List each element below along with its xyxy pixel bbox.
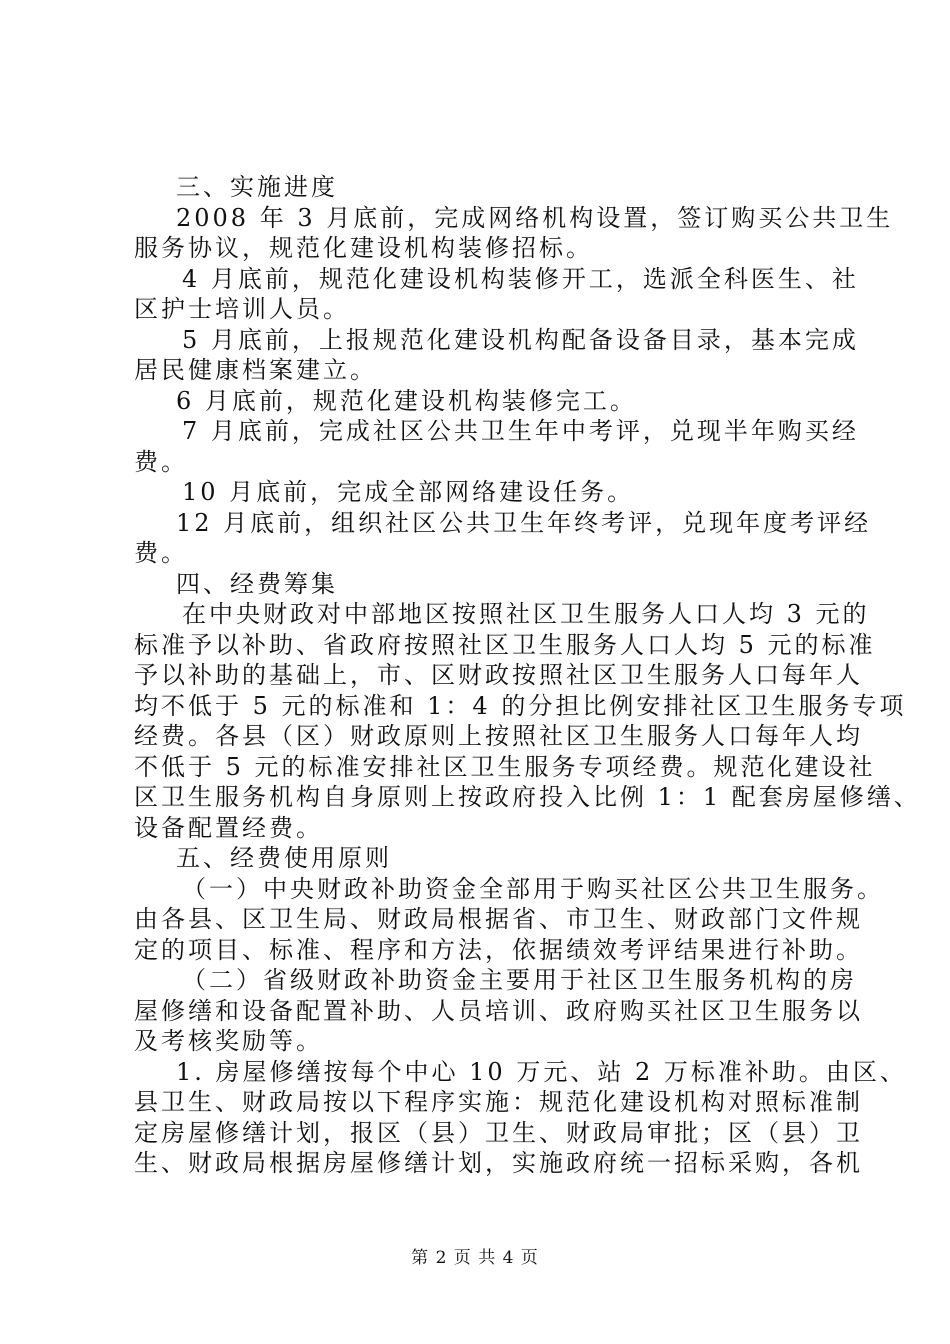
text-line: 及考核奖励等。 — [134, 1027, 323, 1055]
text-line: 四、经费筹集 — [176, 569, 338, 598]
text-line: 由各县、区卫生局、财政局根据省、市卫生、财政部门文件规 — [134, 905, 863, 933]
text-line: 费。 — [134, 447, 188, 476]
text-line: 费。 — [134, 539, 188, 567]
page-footer: 第 2 页 共 4 页 — [411, 1248, 539, 1268]
text-line: 区卫生服务机构自身原则上按政府投入比例 1：1 配套房屋修缮、 — [134, 783, 921, 811]
text-line: 12 月底前，组织社区公共卫生年终考评，兑现年度考评经 — [176, 508, 872, 537]
text-line: 10 月底前，完成全部网络建设任务。 — [182, 478, 635, 506]
text-line: 标准予以补助、省政府按照社区卫生服务人口人均 5 元的标准 — [134, 630, 876, 659]
text-line: 4 月底前，规范化建设机构装修开工，选派全科医生、社 — [182, 264, 859, 293]
text-line: 设备配置经费。 — [134, 813, 323, 842]
text-line: （二）省级财政补助资金主要用于社区卫生服务机构的房 — [182, 966, 857, 994]
text-line: 屋修缮和设备配置补助、人员培训、政府购买社区卫生服务以 — [134, 996, 863, 1025]
text-line: 服务协议，规范化建设机构装修招标。 — [134, 234, 593, 262]
text-line: 均不低于 5 元的标准和 1：4 的分担比例安排社区卫生服务专项 — [134, 691, 907, 720]
text-line: 区护士培训人员。 — [134, 295, 350, 323]
text-line: 1. 房屋修缮按每个中心 10 万元、站 2 万标准补助。由区、 — [176, 1057, 907, 1086]
text-line: 居民健康档案建立。 — [134, 356, 377, 384]
text-line: （一）中央财政补助资金全部用于购买社区公共卫生服务。 — [182, 874, 884, 903]
text-line: 在中央财政对中部地区按照社区卫生服务人口人均 3 元的 — [182, 600, 870, 628]
text-line: 予以补助的基础上，市、区财政按照社区卫生服务人口每年人 — [134, 661, 863, 689]
text-line: 三、实施进度 — [176, 173, 338, 201]
text-line: 生、财政局根据房屋修缮计划，实施政府统一招标采购，各机 — [134, 1149, 863, 1177]
text-line: 2008 年 3 月底前，完成网络机构设置，签订购买公共卫生 — [176, 203, 894, 232]
text-line: 五、经费使用原则 — [176, 844, 392, 872]
text-line: 5 月底前，上报规范化建设机构配备设备目录，基本完成 — [182, 325, 859, 354]
text-line: 经费。各县（区）财政原则上按照社区卫生服务人口每年人均 — [134, 722, 863, 750]
text-line: 定房屋修缮计划，报区（县）卫生、财政局审批；区（县）卫 — [134, 1118, 863, 1147]
text-line: 7 月底前，完成社区公共卫生年中考评，兑现半年购买经 — [182, 417, 859, 445]
text-line: 县卫生、财政局按以下程序实施：规范化建设机构对照标准制 — [134, 1088, 863, 1116]
text-line: 不低于 5 元的标准安排社区卫生服务专项经费。规范化建设社 — [134, 752, 876, 781]
text-line: 6 月底前，规范化建设机构装修完工。 — [176, 386, 637, 415]
document-body — [134, 172, 921, 1179]
text-line: 定的项目、标准、程序和方法，依据绩效考评结果进行补助。 — [134, 935, 863, 964]
